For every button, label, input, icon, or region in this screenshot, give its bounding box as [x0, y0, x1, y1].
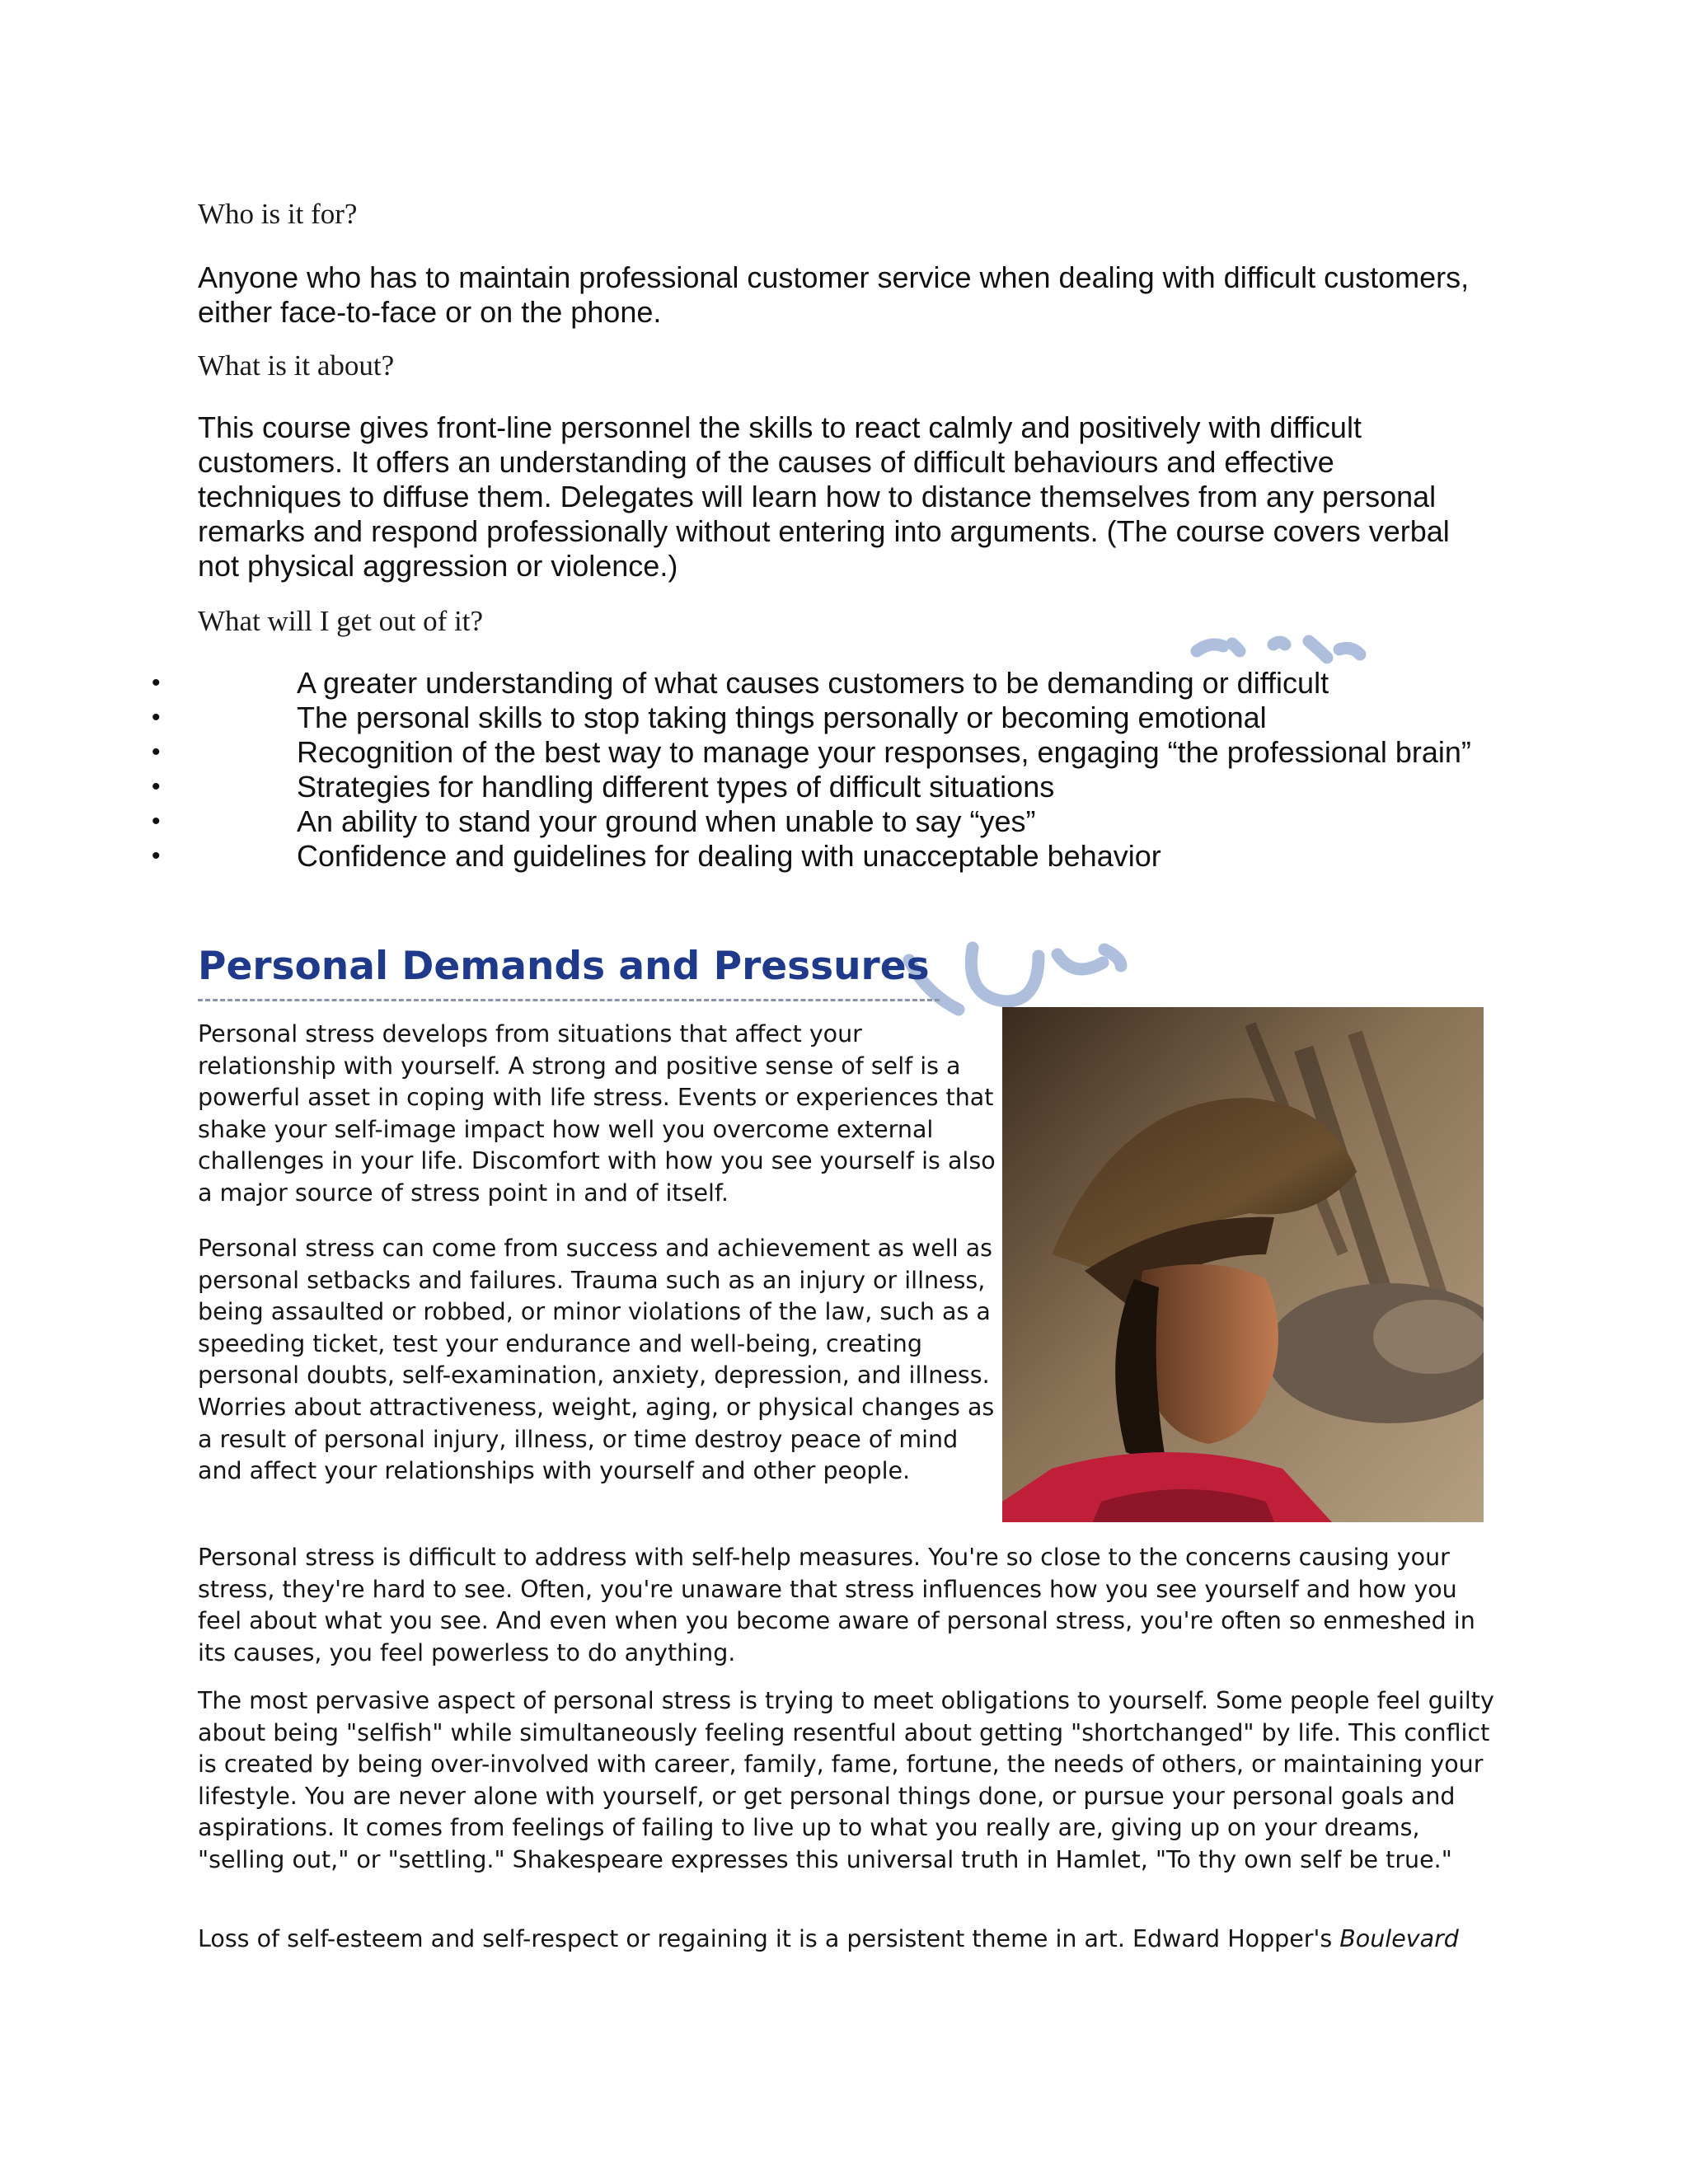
section-text-what: This course gives front-line personnel the skills to react calmly and positively with difficult customers. It offers an understanding of the causes of difficult behaviours and effective techniques to diffuse them. Delegates will learn how to distance themselves from any personal remarks and respond professionally without entering into arguments. (The course covers verbal not physical aggression or violence.)	[198, 410, 1450, 583]
section-heading-who: Who is it for?	[198, 198, 358, 230]
benefits-list	[142, 666, 1510, 874]
bullet-icon: •	[152, 808, 161, 835]
bullet-icon: •	[152, 669, 161, 696]
bullet-icon: •	[152, 773, 161, 800]
benefit-text: Confidence and guidelines for dealing with unacceptable behavior	[297, 839, 1161, 873]
artwork-title: Boulevard	[1339, 1925, 1459, 1952]
article-title: Personal Demands and Pressures	[198, 944, 930, 989]
article-paragraph: The most pervasive aspect of personal stress is trying to meet obligations to yourself. Some people feel guilty about being "selfish" while simultaneously feeling resentful about getting "shortchanged" by life. This conflict is created by being over-involved with career, family, fame, fortune, the needs of others, or maintaining your lifestyle. You are never alone with yourself, or get personal things done, or pursue your personal goals and aspirations. It comes from feelings of failing to live up to what you really are, giving up on your dreams, "selling out," or "settling." Shakespeare expresses this universal truth in Hamlet, "To thy own self be true."	[198, 1687, 1494, 1873]
benefit-text: The personal skills to stop taking things personally or becoming emotional	[297, 701, 1267, 734]
list-item	[142, 735, 1510, 770]
list-item	[142, 839, 1510, 874]
photo-illustration	[1002, 1007, 1484, 1522]
section-text-who: Anyone who has to maintain professional customer service when dealing with difficult customers, either face-to-face or on the phone.	[198, 260, 1470, 329]
list-item	[142, 701, 1510, 735]
benefit-text: A greater understanding of what causes customers to be demanding or difficult	[297, 666, 1329, 700]
article-paragraph: Personal stress is difficult to address with self-help measures. You're so close to the concerns causing your stress, they're hard to see. Often, you're unaware that stress influences how you see yourself and how you feel about what you see. And even when you become aware of personal stress, you're often so enmeshed in its causes, you feel powerless to do anything.	[198, 1544, 1475, 1666]
article-paragraph: Personal stress develops from situations that affect your relationship with yourself. A strong and positive sense of self is a powerful asset in coping with life stress. Events or experiences that shake your self-image impact how well you overcome external challenges in your life. Discomfort with how you see yourself is also a major source of stress point in and of itself.	[198, 1020, 996, 1207]
benefit-text: Recognition of the best way to manage your responses, engaging “the professional brain”	[297, 735, 1471, 769]
list-item	[142, 804, 1510, 839]
section-heading-benefits: What will I get out of it?	[198, 605, 484, 637]
bullet-icon: •	[152, 842, 161, 869]
title-divider	[198, 999, 940, 1001]
benefit-text: An ability to stand your ground when unable to say “yes”	[297, 804, 1036, 838]
article-paragraph-last	[198, 1924, 1500, 1956]
woman-in-straw-hat-photo	[1002, 1007, 1484, 1522]
list-item	[142, 666, 1510, 701]
list-item	[142, 770, 1510, 804]
bullet-icon: •	[152, 704, 161, 731]
article-paragraph: Personal stress can come from success and achievement as well as personal setbacks and failures. Trauma such as an injury or illness, being assaulted or robbed, or minor violations of the law, such as a speeding ticket, test your endurance and well-being, creating personal doubts, self-examination, anxiety, depression, and illness. Worries about attractiveness, weight, aging, or physical changes as a result of personal injury, illness, or time destroy peace of mind and affect your relationships with yourself and other people.	[198, 1235, 995, 1485]
benefit-text: Strategies for handling different types of difficult situations	[297, 770, 1055, 804]
bullet-icon: •	[152, 738, 161, 766]
article-last-line-text: Loss of self-esteem and self-respect or regaining it is a persistent theme in art. Edward Hopper's	[198, 1925, 1340, 1952]
section-heading-what: What is it about?	[198, 349, 395, 382]
